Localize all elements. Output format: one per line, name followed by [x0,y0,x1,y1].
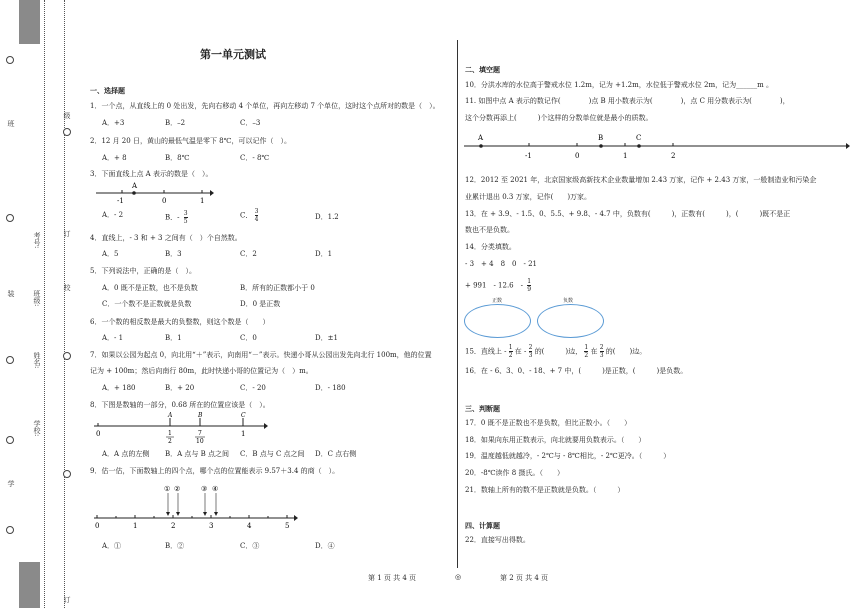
question-5: 5．下列说法中，正确的是（ ）。 [90,267,196,275]
exam-no-label: 考号: [33,232,41,249]
denominator: 10 [196,438,204,445]
fraction [529,344,533,359]
option: C．B 点与 C 点之间 [240,450,305,458]
option: B．A 点与 B 点之间 [165,450,230,458]
point-c-label: C [636,134,642,142]
point-a-label: A [478,134,484,142]
question-21: 21．数轴上所有的数不是正数就是负数。（ ） [465,486,625,494]
option: A．+3 [102,119,125,127]
option: C．- 20 [240,384,266,392]
binding-label: 订 [63,596,71,603]
numerator: 1 [508,344,513,351]
question-22: 22．直接写出得数。 [465,536,530,544]
binding-label: 级 [63,112,71,119]
ring-mark [63,352,71,360]
class-label: 班级: [33,290,41,307]
dotted-cut-line-inner [64,0,65,608]
question-13-line2: 数也不是负数。 [465,226,514,234]
question-8: 8．下图是数轴的一部分，0.68 所在的位置应该是（ ）。 [90,401,270,409]
question-3: 3．下面直线上点 A 表示的数是（ ）。 [90,170,213,178]
fraction [600,344,604,359]
q14-numbers-row1: - 3 + 4 8 0 - 21 [465,260,537,268]
q8-number-line [90,411,270,445]
option: C．- 8℃ [240,154,270,162]
binding-margin [0,0,76,608]
binding-label: 校 [63,284,71,291]
option: B．+ 20 [165,384,195,392]
text: 的( )边， [534,347,583,356]
option-fraction [165,210,188,225]
question-12-line1: 12．2012 至 2021 年，北京国家级高新技术企业数量增加 2.43 万家，记作 + 2.43 万家，一般制造业和污染企 [465,176,817,184]
fraction [509,344,513,359]
binding-xian: 班 [7,120,15,127]
question-16: 16．在 - 6、3、0、- 18、+ 7 中，( )是正数，( )是负数。 [465,367,688,375]
point-a-label: A [132,182,138,190]
option: A．- 2 [102,211,124,219]
point-a [132,191,136,195]
tick-label: 1 [133,522,138,530]
denominator: 2 [508,352,513,359]
denominator: 9 [527,286,532,293]
positive-set-oval[interactable] [464,304,531,338]
page-number-1: 第 1 页 共 4 页 [368,574,417,582]
option: B．1 [165,334,182,342]
denominator: 3 [528,352,533,359]
option: B．所有的正数都小于 0 [240,284,315,292]
option-fraction [240,208,258,223]
ring-mark [6,214,14,222]
tick-label: 0 [95,522,100,530]
number-list: + 991 - 12.6 - [465,281,523,290]
point-b-label: B [198,412,203,419]
tick-label: -1 [525,152,532,160]
binding-label: 订 [63,230,71,237]
q9-point-marks [166,493,218,516]
tick-label: 2 [671,152,676,160]
q14-numbers-row2 [465,278,531,293]
text: 的( )边。 [605,347,647,356]
option: C．2 [240,250,257,258]
tick-label: 1 [623,152,628,160]
option: C．一个数不是正数就是负数 [102,300,192,308]
page-number-2: 第 2 页 共 4 页 [500,574,549,582]
question-7-line2: 记为 + 100m；然后向南行 80m，此时快递小哥的位置记为（ ）m。 [90,367,313,375]
option: A．- 1 [102,334,124,342]
fraction [255,208,259,223]
question-1: 1．一个点，从直线上的 0 处出发，先向右移动 4 个单位，再向左移动 7 个单位，这时这个点所对的数是（ ）。 [90,102,440,110]
option: D．C 点右侧 [315,450,357,458]
dotted-cut-line-outer [44,0,45,608]
section-judge: 三、判断题 [465,404,500,413]
question-10: 10．分洪水库的水位高于警戒水位 1.2m，记为 +1.2m，水位低于警戒水位 2m，记为______m 。 [465,81,773,89]
section-choice: 一、选择题 [90,86,125,95]
fraction [527,278,531,293]
question-20: 20．-8℃读作 8 摄氏。（ ） [465,469,564,477]
tick-label: 0 [575,152,580,160]
ring-mark [6,526,14,534]
q9-number-line [90,482,300,532]
numerator: 2 [528,344,533,351]
option: C．0 [240,334,257,342]
option: A．A 点的左侧 [102,450,150,458]
q11-number-line [462,132,852,162]
option: B．② [165,542,185,550]
question-15 [465,344,646,359]
mark-4: ④ [212,485,219,493]
page-title: 第一单元测试 [200,48,266,61]
fraction [184,210,188,225]
tick-label: 3 [209,522,214,530]
denominator: 2 [168,438,172,445]
school-label: 学校: [33,420,41,437]
numerator: 1 [527,278,532,285]
point-b-label: B [598,134,604,142]
denominator: 4 [254,216,259,223]
binding-gray-bottom [19,562,40,608]
option: D．④ [315,542,335,550]
tick-label: 0 [96,430,101,438]
option: D．- 180 [315,384,346,392]
numerator: 3 [183,210,188,217]
mark-3: ③ [201,485,208,493]
question-12-line2: 业累计退出 0.3 万家，记作( )万家。 [465,193,592,201]
negative-set-oval[interactable] [537,304,604,338]
section-calc: 四、计算题 [465,521,500,530]
question-4: 4．直线上，- 3 和 + 3 之间有（ ）个自然数。 [90,234,242,242]
option: A．+ 8 [102,154,127,162]
question-11-line2: 这个分数再添上( )个这样的分数单位就是最小的质数。 [465,114,653,122]
question-13-line1: 13．在 + 3.9、- 1.5、0、5.5、+ 9.8、- 4.7 中，负数有( )，正数有( )，( )既不是正 [465,210,791,218]
option: D．±1 [315,334,338,342]
question-7-line1: 7．如果以公园为起点 0，向北用“＋”表示，向南用“－”表示。快递小哥从公园出发先向北行 100m，他的位置 [90,351,432,359]
numerator: 1 [584,344,589,351]
question-14: 14．分类填数。 [465,243,516,251]
option-label: C． [240,211,253,220]
tick-label: 1 [241,430,246,438]
tick-label: 4 [247,522,252,530]
option: A．① [102,542,122,550]
option: D．1 [315,250,333,258]
option: B．8℃ [165,154,190,162]
option: D．0 是正数 [240,300,281,308]
section-fill: 二、填空题 [465,65,500,74]
question-19: 19．温度越低就越冷，- 2℃与 - 8℃相比，- 2℃更冷。（ ） [465,452,671,460]
point-c-label: C [241,412,246,419]
option-label: B．- [165,213,180,222]
binding-gray-top [19,0,40,44]
numerator: 1 [168,430,172,437]
text: 在 - [514,347,527,356]
text: 在 [590,347,598,356]
ring-mark [6,436,14,444]
name-label: 姓名: [33,352,41,369]
tick-label: 5 [285,522,290,530]
question-6: 6．一个数的相反数是最大的负整数，则这个数是（ ） [90,318,270,326]
option: A．0 既不是正数，也不是负数 [102,284,198,292]
denominator: 2 [584,352,589,359]
q3-number-line [94,181,214,205]
option: A．5 [102,250,119,258]
option: B．–2 [165,119,186,127]
ring-mark [63,470,71,478]
binding-label: 装 [7,290,15,297]
positive-set-label: 正数 [492,298,503,304]
question-2: 2．12 月 20 日，黄山的最低气温是零下 8℃，可以记作（ ）。 [90,137,291,145]
numerator: 7 [198,430,202,437]
option: D．1.2 [315,213,339,221]
denominator: 5 [183,218,188,225]
binding-label: 学 [7,480,15,487]
question-17: 17．0 既不是正数也不是负数，但比正数小。（ ） [465,419,632,427]
text: 15．直线上 - [465,347,507,356]
denominator: 3 [599,352,604,359]
fraction [584,344,588,359]
ring-mark [63,128,71,136]
mark-1: ① [164,485,171,493]
center-mark: ◎ [455,573,462,581]
negative-set-label: 负数 [563,298,574,304]
tick-label: 1 [200,197,205,205]
option: A．+ 180 [102,384,136,392]
tick-label: 0 [162,197,167,205]
question-11-line1: 11. 如图中点 A 表示的数记作( )点 B 用小数表示为( )，点 C 用分数表示为( )， [465,97,790,105]
ring-mark [6,56,14,64]
numerator: 2 [599,344,604,351]
tick-label: 2 [171,522,176,530]
question-9: 9．估一估，下面数轴上的四个点，哪个点的位置能表示 9.57＋3.4 的商（ ）。 [90,467,340,475]
option: B．3 [165,250,182,258]
ring-mark [6,356,14,364]
question-18: 18．如果向东用正数表示，向北就要用负数表示。（ ） [465,436,646,444]
numerator: 3 [254,208,259,215]
tick-label: -1 [117,197,124,205]
option: C．–3 [240,119,261,127]
column-divider [457,40,458,568]
point-a-label: A [168,412,173,419]
mark-2: ② [174,485,181,493]
option: C．③ [240,542,260,550]
